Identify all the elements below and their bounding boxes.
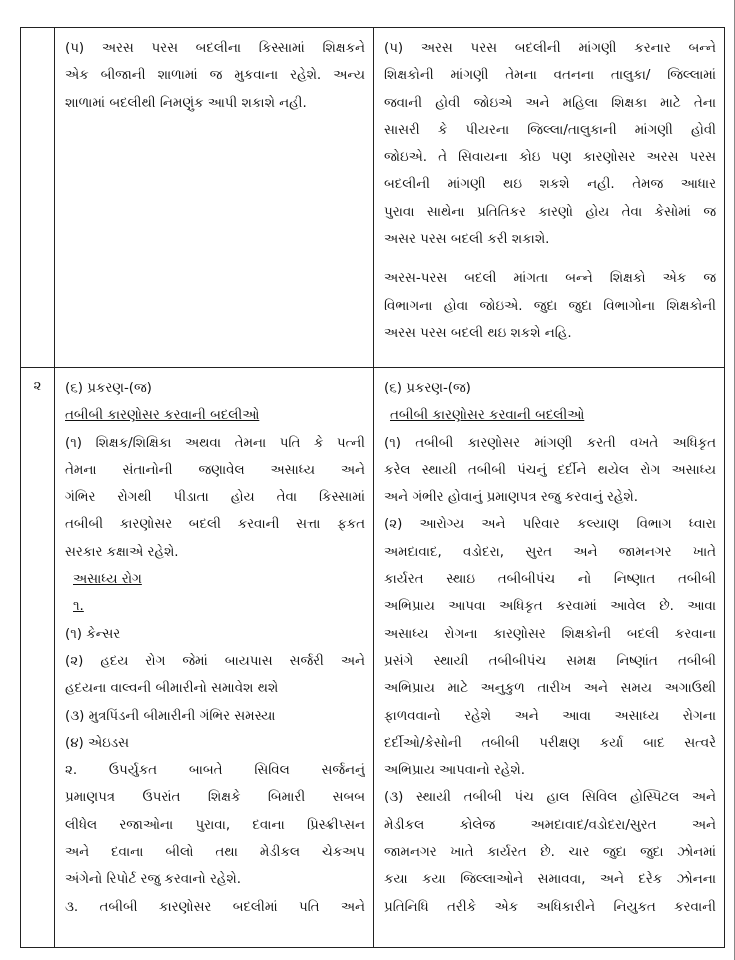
transfer-rules-table	[20, 27, 725, 948]
text-line: (૨) આરોગ્ય અને પરિવાર કલ્યાણ વિભાગ ધ્વારા	[384, 517, 716, 533]
text-line: સરકાર કક્ષાએ રહેશે.	[65, 544, 179, 560]
text-line: દર્દીઓ/કેસોની તબીબી પરીક્ષણ કર્યા બાદ સત્વરે	[384, 735, 716, 751]
text-line: ગંભિર રોગથી પીડાતા હોય તેવા કિસ્સામાં	[65, 490, 365, 506]
text-line: (પ) અરસ પરસ બદલીની માંગણી કરનાર બન્ને	[384, 41, 716, 56]
text-line: અને ગંભીર હોવાનું પ્રમાણપત્ર રજુ કરવાનું રહેશે.	[384, 490, 638, 506]
text-line: (પ) અરસ પરસ બદલીના કિસ્સામાં શિક્ષકને	[65, 41, 365, 56]
text-line: અરસ પરસ બદલી થઇ શકશે નહિ.	[384, 325, 572, 341]
serial-cell: ૨	[21, 368, 55, 948]
text-line: એક બીજાની શાળામાં જ મુકવાના રહેશે. અન્ય	[65, 68, 365, 84]
text-line: અસાધ્ય રોગના કારણોસર શિક્ષકોની બદલી કરવાના	[384, 626, 716, 642]
text-line: ૨. ઉપર્યુકત બાબતે સિવિલ સર્જનનું	[65, 763, 365, 779]
old-rule-cell	[55, 28, 374, 368]
text-line: મેડીકલ કોલેજ અમદાવાદ/વડોદરા/સુરત અને	[384, 817, 716, 833]
text-line: તબીબી કારણોસર બદલી કરવાની સત્તા ફકત	[65, 517, 365, 533]
text-line: અસર પરસ બદલી કરી શકાશે.	[384, 232, 550, 248]
text-line: કયા કયા જિલ્લાઓને સમાવવા, અને દરેક ઝોનના	[384, 872, 716, 888]
text-line: અભિપ્રાય આપવા અધિકૃત કરવામાં આવેલ છે. આવા	[384, 599, 716, 615]
text-line: વિભાગના હોવા જોઇએ. જુદા જુદા વિભાગોના શિક્ષકોની	[384, 298, 716, 314]
section-subheading: તબીબી કારણોસર કરવાની બદલીઓ	[390, 408, 585, 424]
text-line: બદલીની માંગણી થઇ શકશે નહી. તેમજ આધાર	[384, 177, 716, 193]
text-line: શિક્ષકોની માંગણી તેમના વતનના તાલુકા/ જિલ્લામાં	[384, 68, 716, 84]
text-line: (૧) શિક્ષક/શિક્ષિકા અથવા તેમના પતિ કે પત્ની	[65, 435, 365, 451]
text-line: જામનગર ખાતે કાર્યરત છે. ચાર જુદા જુદા ઝોનમાં	[384, 845, 716, 861]
disease-item: (૧) કેન્સર	[65, 626, 121, 642]
disease-heading: અસાધ્ય રોગ	[73, 572, 142, 588]
text-line: પુરાવા સાથેના પ્રતિતિકર કારણો હોય તેવા કેસોમાં જ	[384, 204, 716, 220]
text-line: જવાની હોવી જોઇએ અને મહિલા શિક્ષકા માટે તેના	[384, 95, 716, 111]
text-line: અરસ-પરસ બદલી માંગતા બન્ને શિક્ષકો એક જ	[384, 271, 716, 287]
text-line: પ્રમાણપત્ર ઉપરાંત શિક્ષકે બિમારી સબબ	[65, 790, 365, 806]
text-line: ૩. તબીબી કારણોસર બદલીમાં પતિ અને	[65, 899, 365, 915]
table-row	[21, 368, 725, 948]
disease-item: (૪) એઇડસ	[65, 735, 129, 751]
text-line: અભિપ્રાય આપવાનો રહેશે.	[384, 763, 526, 779]
old-rule-cell	[55, 368, 374, 948]
text-line: ફાળવવાનો રહેશે અને આવા અસાધ્ય રોગના	[384, 708, 716, 724]
disease-item: (૨) હદય રોગ જેમાં બાયપાસ સર્જરી અને	[65, 653, 365, 669]
disease-item: (૩) મુત્રપિંડની બીમારીની ગંભિર સમસ્યા	[65, 708, 276, 724]
disease-number: ૧.	[73, 599, 84, 615]
section-heading: (૬) પ્રકરણ-(જ)	[65, 381, 152, 396]
disease-item: હદયના વાલ્વની બીમારીનો સમાવેશ થશે	[65, 681, 279, 697]
text-line: કરેલ સ્થાયી તબીબી પંચનું દર્દીને થયેલ રોગ અસાધ્ય	[384, 462, 716, 478]
new-rule-cell	[374, 368, 725, 948]
text-line: સાસરી કે પીયરના જિલ્લા/તાલુકાની માંગણી હોવી	[384, 122, 716, 138]
section-heading: (૬) પ્રકરણ-(જ)	[384, 381, 471, 396]
text-line: જોઇએ. તે સિવાયના કોઇ પણ કારણોસર અરસ પરસ	[384, 150, 716, 166]
text-line: પ્રસંગે સ્થાયી તબીબીપંચ સમક્ષ નિષ્ણાંત તબીબી	[384, 653, 716, 669]
text-line: લીધેલ રજાઓના પુરાવા, દવાના પ્રિસ્ક્રીપ્સન	[65, 817, 365, 833]
text-line: અને દવાના બીલો તથા મેડીકલ ચેકઅપ	[65, 845, 365, 861]
text-line: (૧) તબીબી કારણોસર માંગણી કરતી વખતે અધિકૃત	[384, 435, 716, 451]
text-line: (૩) સ્થાયી તબીબી પંચ હાલ સિવિલ હોસ્પિટલ અને	[384, 790, 716, 806]
serial-cell	[21, 28, 55, 368]
text-line: અંગેનો રિપોર્ટ રજુ કરવાનો રહેશે.	[65, 872, 241, 888]
text-line: પ્રતિનિધિ તરીકે એક અધિકારીને નિયુકત કરવાની	[384, 899, 716, 915]
text-line: અમદાવાદ, વડોદરા, સુરત અને જામનગર ખાતે	[384, 544, 716, 560]
section-subheading: તબીબી કારણોસર કરવાની બદલીઓ	[65, 408, 260, 424]
text-line: અભિપ્રાય માટે અનુકુળ તારીખ અને સમય અગાઉથી	[384, 681, 716, 697]
table-row	[21, 28, 725, 368]
new-rule-cell	[374, 28, 725, 368]
text-line: શાળામાં બદલીથી નિમણુંક આપી શકાશે નહી.	[65, 95, 307, 111]
text-line: તેમના સંતાનોની જણાવેલ અસાધ્ય અને	[65, 462, 365, 478]
text-line: કાર્યરત સ્થાઇ તબીબીપંચ નો નિષ્ણાત તબીબી	[384, 572, 716, 588]
